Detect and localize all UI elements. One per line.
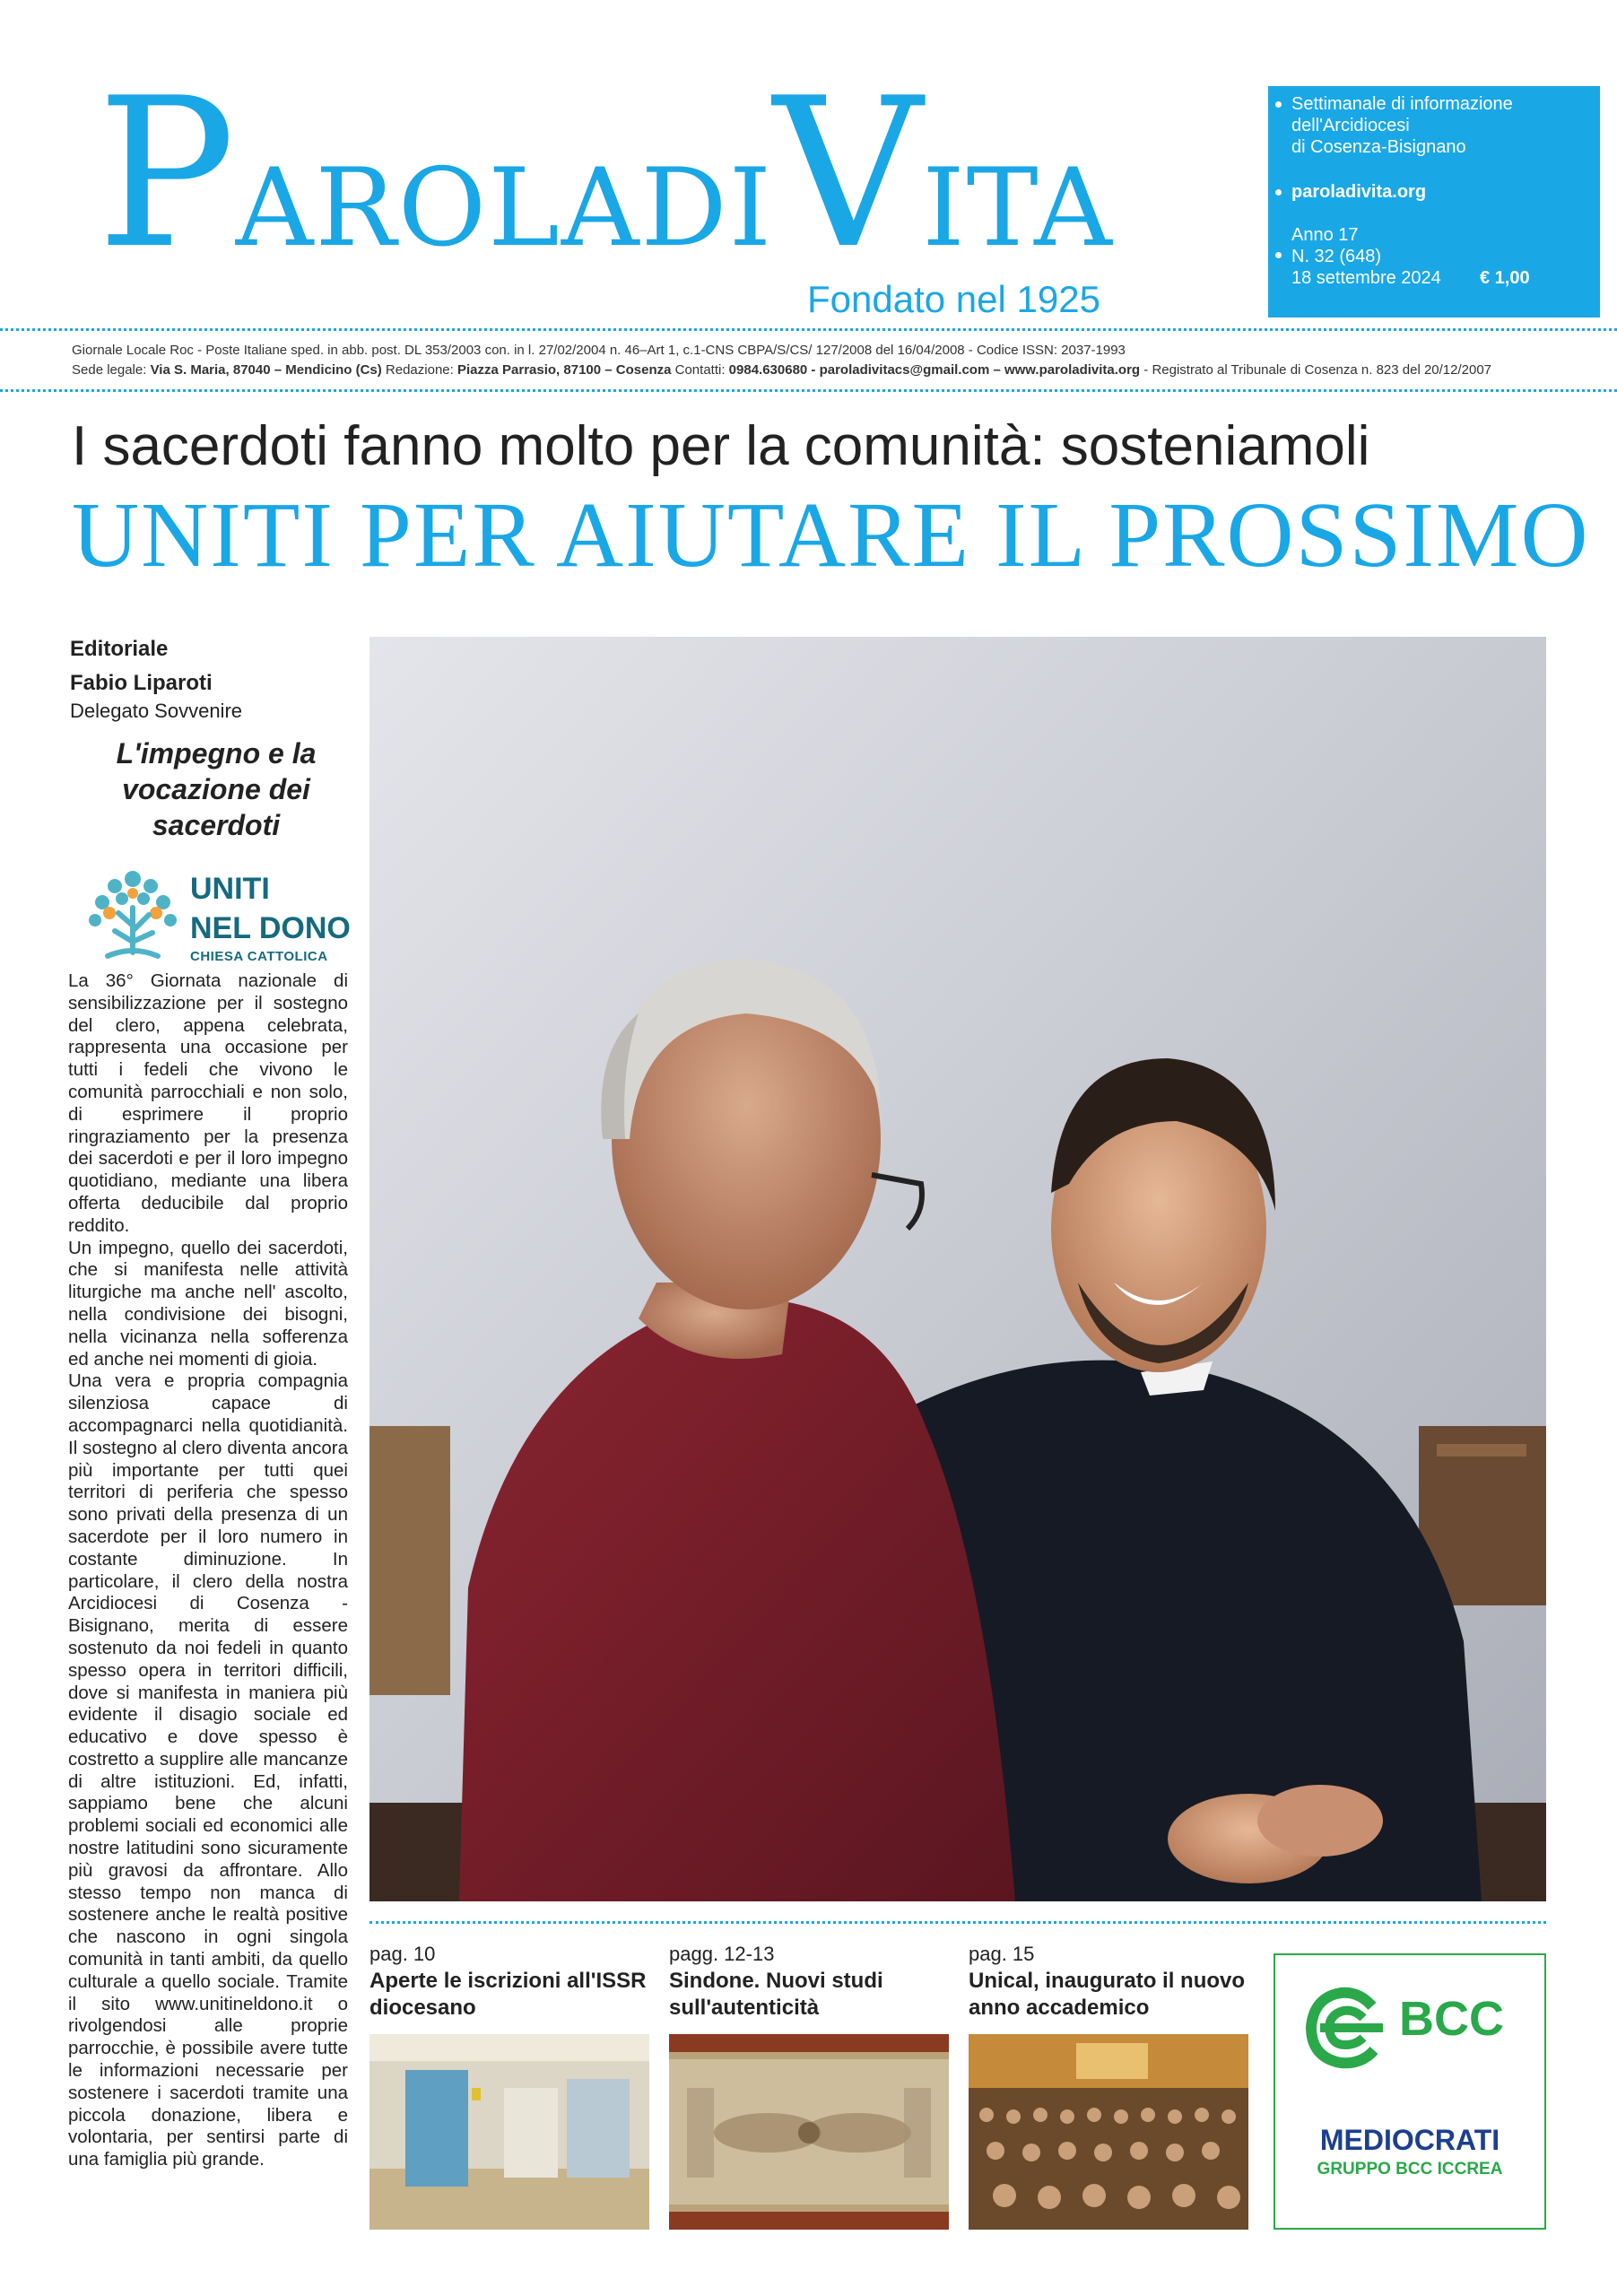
info-line: dell'Arcidiocesi	[1291, 116, 1410, 135]
divider	[0, 389, 1617, 392]
section-label: Editoriale	[70, 637, 169, 661]
teaser-title: Unical, inaugurato il nuovo anno accademico	[969, 1969, 1246, 2020]
logo-subtext: CHIESA CATTOLICA	[190, 949, 328, 964]
paragraph: La 36° Giornata nazionale di sensibilizzazione per il sostegno del clero, appena celebrata, rappresenta una occasione per tutti i fedeli che vivono le comunità parrocchiali e non solo, di esprimere il proprio ringraziamento per la presenza dei sacerdoti e per il loro impegno quotidiano, mediante una libera offerta deducibile dal proprio reddito.	[68, 970, 348, 1236]
issue-date: 18 settembre 2024	[1291, 268, 1441, 288]
main-photo	[369, 637, 1546, 1901]
teaser-page: pagg. 12-13	[669, 1943, 775, 1965]
masthead-logo	[97, 55, 1164, 294]
legal-text: Via S. Maria, 87040 – Mendicino (Cs)	[150, 362, 382, 378]
paragraph: Una vera e propria compagnia silenziosa capace di accompagnarci nella quotidianità. Il sostegno al clero diventa ancora più importante per tutti quei territori di periferia che spesso sono privati della presenza di un sacerdote per il loro numero in costante diminuzione. In particolare, il clero della nostra Arcidiocesi di Cosenza - Bisignano, merita di essere sostenuto da noi fedeli in quanto spesso opera in territori difficili, dove si manifesta in maniera più evidente il disagio sociale ed educativo e dove spesso è costretto a supplire alle mancanze di altre istituzioni. Ed, infatti, sappiamo bene che alcuni problemi sociali ed economici alle nostre latitudini sono sicuramente più gravosi da affrontare. Allo stesso tempo non manca di sostenere anche le realtà positive che nascono in ogni singola comunità in tanti ambiti, da quello culturale a quello sociale. Tramite il sito www.unitineldono.it o rivolgendosi alle proprie parrocchie, è possibile avere tutte le informazioni necessarie per sostenere i sacerdoti tramite una piccola donazione, libera e volontaria, per sentirsi parte di una famiglia più grande.	[68, 1370, 348, 2170]
bcc-brand: BCC	[1399, 1992, 1504, 2046]
issue-price: € 1,00	[1480, 268, 1530, 288]
bullet-icon	[1275, 101, 1282, 108]
teaser-title: Aperte le iscrizioni all'ISSR diocesano	[369, 1969, 647, 2020]
issue-year: Anno 17	[1291, 225, 1359, 245]
legal-text: Sede legale:	[72, 362, 151, 378]
bullet-icon	[1275, 252, 1282, 258]
teaser-page: pag. 10	[369, 1943, 436, 1965]
legal-line	[72, 362, 1491, 378]
paragraph: Un impegno, quello dei sacerdoti, che si manifesta nelle attività liturgiche ma anche nell' ascolto, nella condivisione dei bisogni, nella vicinanza nella sofferenza ed anche nei momenti di gioia.	[68, 1237, 348, 1370]
teaser-issr[interactable]	[369, 1943, 653, 2022]
logo-text-ita: ITA	[922, 146, 1114, 271]
info-line: Settimanale di informazione	[1291, 94, 1513, 114]
author-name: Fabio Liparoti	[70, 671, 213, 695]
editorial-body	[68, 970, 348, 2171]
divider	[0, 328, 1617, 331]
legal-line: Giornale Locale Roc - Poste Italiane sped. in abb. post. DL 353/2003 con. in l. 27/02/2004 n. 46–Art 1, c.1-CNS CBPA/S/CS/ 127/2008 del 16/04/2008 - Codice ISSN: 2037-1993	[72, 343, 1126, 358]
editorial-title: L'impegno e la vocazione dei sacerdoti	[116, 737, 317, 841]
info-line: di Cosenza-Bisignano	[1291, 137, 1466, 157]
headline-kicker: I sacerdoti fanno molto per la comunità: sosteniamoli	[72, 415, 1370, 477]
bcc-name: MEDIOCRATI	[1319, 2124, 1500, 2156]
bullet-icon	[1275, 189, 1282, 196]
founded-line: Fondato nel 1925	[807, 278, 1100, 320]
teaser-sindone[interactable]	[669, 1943, 952, 2022]
teaser-photo-auditorium	[969, 2034, 1248, 2230]
teaser-title: Sindone. Nuovi studi sull'autenticità	[669, 1969, 883, 2020]
logo-letter-p: P	[97, 55, 236, 294]
uniti-nel-dono-tree-icon	[83, 863, 183, 969]
logo-letter-v: V	[773, 55, 923, 294]
website-link[interactable]: paroladivita.org	[1291, 182, 1427, 202]
logo-text: NEL DONO	[190, 911, 351, 945]
teaser-photo-shroud	[669, 2034, 949, 2230]
legal-text: 0984.630680 - paroladivitacs@gmail.com – www.paroladivita.org	[728, 362, 1141, 378]
bcc-logo-icon	[1300, 1984, 1390, 2074]
legal-text: Piazza Parrasio, 87100 – Cosenza	[456, 362, 672, 378]
teaser-page: pag. 15	[969, 1943, 1035, 1965]
author-role: Delegato Sovvenire	[70, 700, 243, 722]
logo-text-di: DI	[640, 146, 774, 271]
main-headline: UNITI PER AIUTARE IL PROSSIMO	[72, 483, 1590, 587]
bcc-group: GRUPPO BCC ICCREA	[1317, 2160, 1503, 2179]
legal-text: Redazione:	[381, 362, 457, 378]
logo-text: UNITI	[190, 872, 270, 906]
issue-info-box	[1268, 86, 1600, 317]
teaser-photo-corridor	[369, 2034, 649, 2230]
divider	[369, 1921, 1546, 1924]
legal-text: - Registrato al Tribunale di Cosenza n. 823 del 20/12/2007	[1140, 362, 1492, 378]
logo-text-arola: AROLA	[235, 146, 641, 271]
legal-text: Contatti:	[671, 362, 729, 378]
teaser-unical[interactable]	[969, 1943, 1252, 2022]
issue-number: N. 32 (648)	[1291, 247, 1382, 266]
